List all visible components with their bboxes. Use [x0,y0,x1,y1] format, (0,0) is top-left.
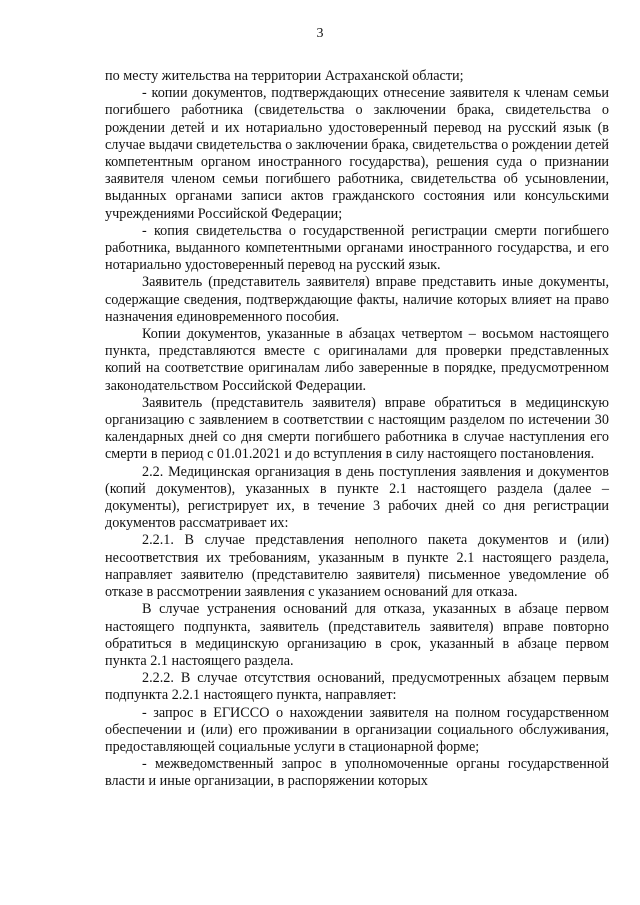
paragraph-11: - запрос в ЕГИССО о нахождении заявителя на полном государственном обеспечении и (или) его проживании в организации социального обслуживания, предоставляющей социальные услуги в стационарной форме; [105,704,609,755]
paragraph-4: Заявитель (представитель заявителя) вправе представить иные документы, содержащие сведения, подтверждающие факты, наличие которых влияет на право назначения единовременного пособия. [105,274,609,325]
paragraph-12: - межведомственный запрос в уполномоченные органы государственной власти и иные организации, в распоряжении которых [105,756,609,790]
paragraph-1: по месту жительства на территории Астраханской области; [105,68,464,84]
paragraph-8: 2.2.1. В случае представления неполного пакета документов и (или) несоответствия их требованиям, указанным в пункте 2.1 настоящего раздела, направляет заявителю (представителю заявителя) письменное уведомление об отказе в рассмотрении заявления с указанием оснований для отказа. [105,532,609,601]
page-number: 3 [316,26,324,41]
paragraph-3: - копия свидетельства о государственной регистрации смерти погибшего работника, выданного компетентными органами иностранного государства, и его нотариально удостоверенный перевод на русский язык. [105,222,609,274]
document-body [105,68,609,791]
paragraph-2: - копии документов, подтверждающих отнесение заявителя к членам семьи погибшего работника (свидетельства о заключении брака, свидетельства о рождении детей и их нотариально удостоверенный перевод на русский язык (в случае выдачи свидетельства о заключении брака, свидетельства о рождении детей компетентным органом иностранного государства), решения суда о признании заявителя членом семьи погибшего работника, свидетельства об усыновлении, выданных органами записи актов гражданского состояния или консульскими учреждениями Российской Федерации; [105,85,609,222]
paragraph-9: В случае устранения оснований для отказа, указанных в абзаце первом настоящего подпункта, заявитель (представитель заявителя) вправе повторно обратиться в медицинскую организацию в срок, указанный в абзаце первом пункта 2.1 настоящего раздела. [105,601,609,669]
paragraph-10: 2.2.2. В случае отсутствия оснований, предусмотренных абзацем первым подпункта 2.2.1 настоящего пункта, направляет: [105,670,609,704]
paragraph-7: 2.2. Медицинская организация в день поступления заявления и документов (копий документов), указанных в пункте 2.1 настоящего раздела (далее – документы), регистрирует их, в течение 3 рабочих дней со дня регистрации документов рассматривает их: [105,463,609,532]
paragraph-6: Заявитель (представитель заявителя) вправе обратиться в медицинскую организацию с заявлением в соответствии с настоящим разделом по истечении 30 календарных дней со дня смерти погибшего работника в случае наступления его смерти в период с 01.01.2021 и до вступления в силу настоящего постановления. [105,394,609,463]
paragraph-5: Копии документов, указанные в абзацах четвертом – восьмом настоящего пункта, представляются вместе с оригиналами для проверки представленных копий на соответствие оригиналам либо заверенные в порядке, предусмотренном законодательством Российской Федерации. [105,326,609,394]
